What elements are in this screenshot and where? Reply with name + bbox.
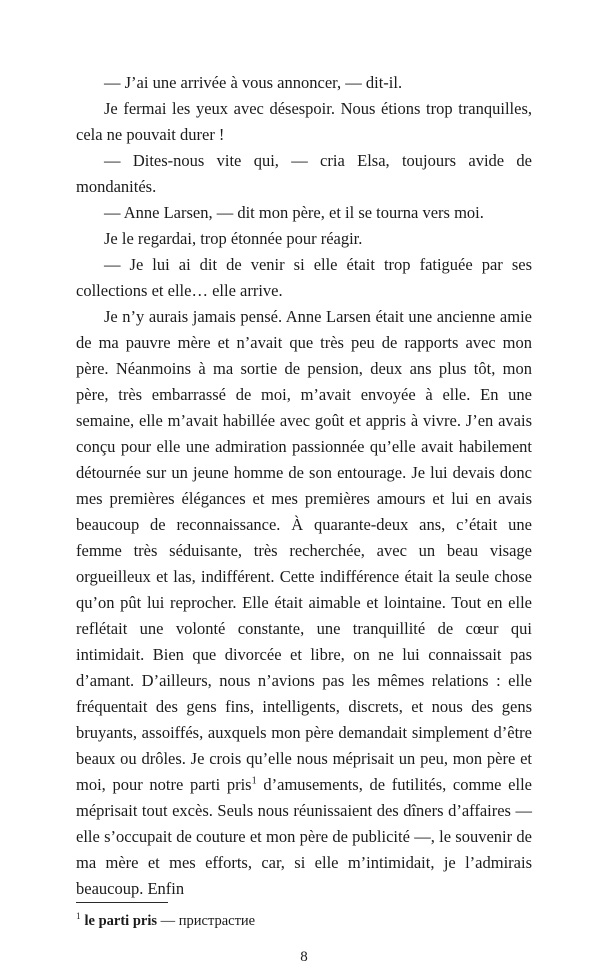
footnote-reference: 1 (251, 775, 257, 787)
footnote (76, 910, 532, 932)
body-text (76, 70, 532, 902)
page-number: 8 (300, 949, 308, 965)
paragraph: — Je lui ai dit de venir si elle était trop fatiguée par ses collections et elle… elle arrive. (76, 255, 532, 300)
footnote-definition: — пристрастие (160, 913, 256, 929)
paragraph-text: d’amusements, de futilités, comme elle méprisait tout excès. Seuls nous réunissaient des dîners d’affaires — elle s’occupait de couture et mon père de publicité —, le souvenir de ma mère et mes efforts, car, si elle m’intimidait, je l’admirais beaucoup. Enfin (76, 775, 532, 898)
footnote-term: le parti pris (84, 913, 157, 929)
paragraph: — Anne Larsen, — dit mon père, et il se tourna vers moi. (104, 203, 484, 222)
paragraph-text: Je n’y aurais jamais pensé. Anne Larsen était une ancienne amie de ma pauvre mère et n’avait que très peu de rapports avec mon père. Néanmoins à ma sortie de pension, deux ans plus tôt, mon père, très embarrassé de moi, m’avait envoyée à elle. En une semaine, elle m’avait habillée avec goût et appris à vivre. J’en avais conçu pour elle une admiration passionnée qu’elle avait habilement détournée sur un jeune homme de son entourage. Je lui devais donc mes premières élégances et mes premières amours et lui en avais beaucoup de reconnaissance. À quarante-deux ans, c’était une femme très séduisante, très recherchée, avec un beau visage orgueilleux et las, indifférent. Cette indifférence était la seule chose qu’on pût lui reprocher. Elle était aimable et lointaine. Tout en elle reflétait une volonté constante, une tranquillité de cœur qui intimidait. Bien que divorcée et libre, on ne lui connaissait pas d’amant. D’ailleurs, nous n’avions pas les mêmes relations : elle fréquentait des gens fins, intelligents, discrets, et nous des gens bruyants, assoiffés, auxquels mon père demandait simplement d’être beaux ou drôles. Je crois qu’elle nous méprisait un peu, mon père et moi, pour notre parti pris (76, 307, 532, 794)
footnote-area (76, 902, 532, 932)
footnote-separator-rule (76, 902, 168, 903)
paragraph (76, 304, 532, 902)
footnote-marker: 1 (76, 911, 81, 922)
paragraph: — Dites-nous vite qui, — cria Elsa, toujours avide de mondanités. (76, 151, 532, 196)
paragraph: Je le regardai, trop étonnée pour réagir. (104, 229, 363, 248)
paragraph: — J’ai une arrivée à vous annoncer, — dit-il. (104, 73, 403, 92)
paragraph: Je fermai les yeux avec désespoir. Nous étions trop tranquilles, cela ne pouvait durer ! (76, 99, 532, 144)
